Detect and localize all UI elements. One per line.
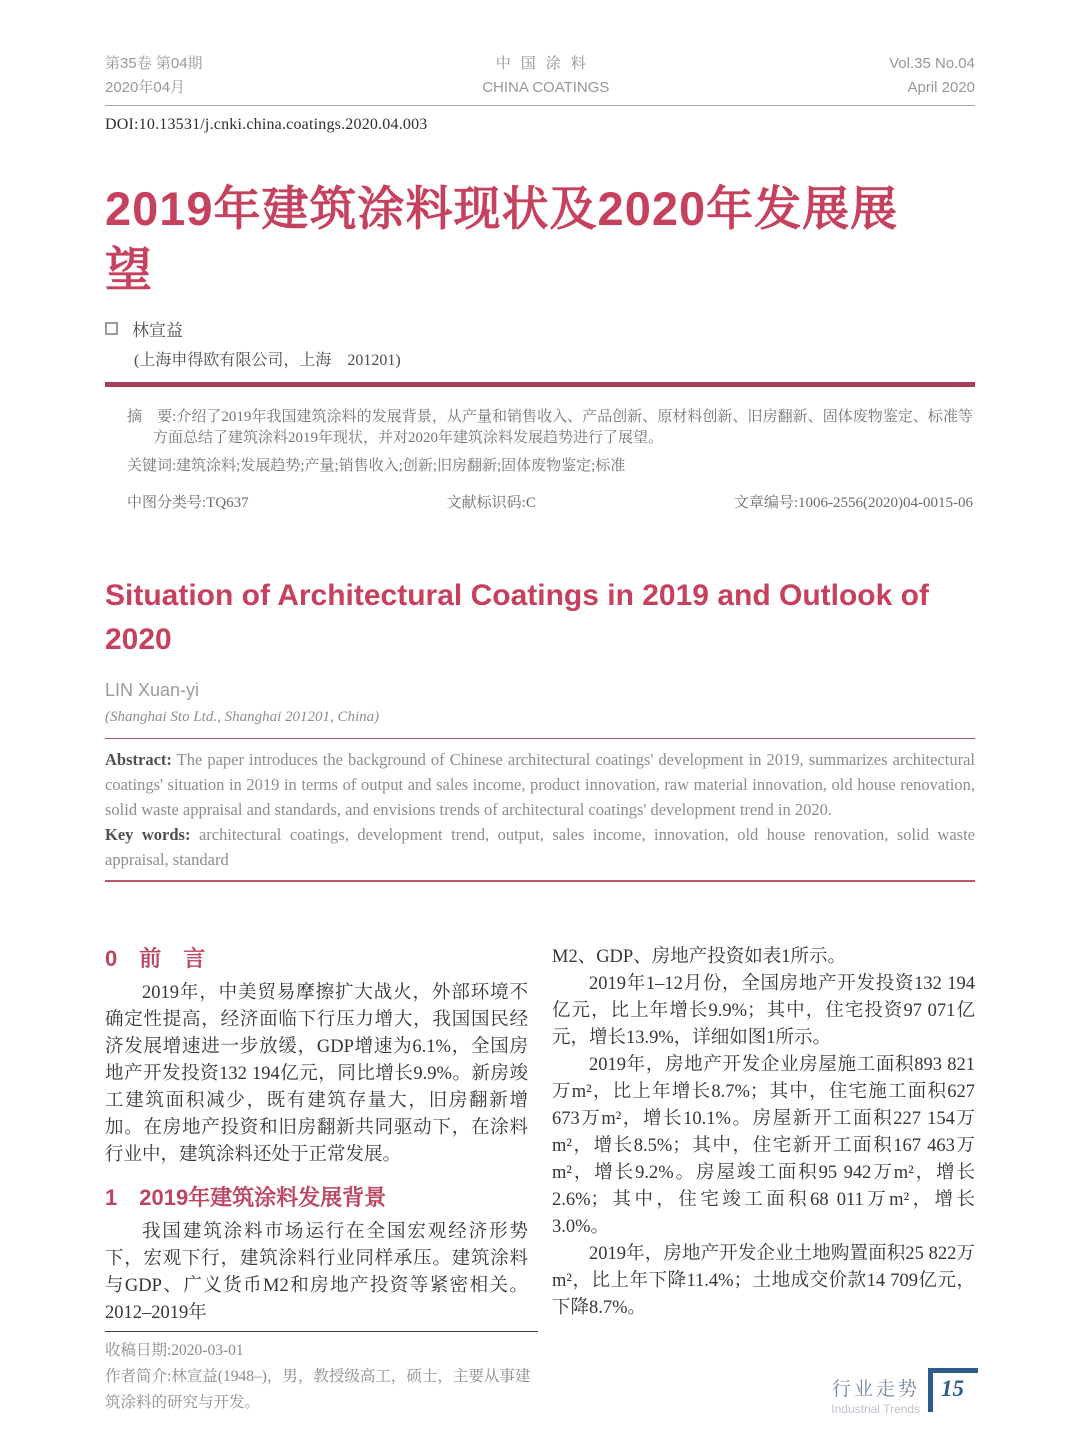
footer-column-name-cn: 行业走势 (831, 1379, 920, 1400)
abstract-cn (105, 407, 975, 449)
footer-column-name-en: Industrial Trends (831, 1402, 920, 1416)
issue-date-en: April 2020 (907, 79, 975, 96)
page-footer (831, 1368, 978, 1416)
keywords-text-en: architectural coatings, development trend, output, sales income, innovation, old house renovation, solid waste appraisal, standard (105, 825, 975, 869)
abstract-label-cn: 摘 要: (127, 409, 177, 425)
body-paragraph: 2019年，房地产开发企业房屋施工面积893 821万m²，比上年增长8.7%；其中，住宅施工面积627 673万m²，增长10.1%。房屋新开工面积227 154万m²，增长8.5%；其中，住宅新开工面积167 463万m²，增长9.2%。房屋竣工面积95 942万m²，增长2.6%；其中，住宅竣工面积68 011万m²，增长3.0%。 (552, 1055, 975, 1237)
footnote-received-date: 收稿日期:2020-03-01 (105, 1342, 244, 1359)
body-columns (105, 944, 975, 1327)
page-number: 15 (928, 1368, 978, 1412)
doi-line: DOI:10.13531/j.cnki.china.coatings.2020.04.003 (105, 116, 428, 133)
issue-volume-en: Vol.35 No.04 (889, 55, 975, 72)
clc-number: 中图分类号:TQ637 (127, 495, 249, 511)
right-column (552, 944, 975, 1327)
keywords-paragraph-en (105, 822, 975, 872)
issue-volume-cn: 第35卷 第04期 (105, 55, 203, 72)
document-code: 文献标识码:C (446, 495, 536, 511)
footer-column-label (831, 1368, 920, 1416)
journal-name-cn: 中国涂料 (495, 55, 596, 72)
issue-info-cn (105, 52, 203, 100)
body-paragraph: 我国建筑涂料市场运行在全国宏观经济形势下，宏观下行，建筑涂料行业同样承压。建筑涂料与GDP、广义货币M2和房地产投资等紧密相关。2012–2019年 (105, 1222, 528, 1323)
abstract-text-cn: 介绍了2019年我国建筑涂料的发展背景，从产量和销售收入、产品创新、原材料创新、旧房翻新、固体废物鉴定、标准等方面总结了建筑涂料2019年现状，并对2020年建筑涂料发展趋势进行了展望。 (153, 409, 974, 446)
author-square-icon (105, 322, 118, 335)
section-heading-1: 1 2019年建筑涂料发展背景 (105, 1185, 387, 1210)
abstract-text-en: The paper introduces the background of Chinese architectural coatings' development in 2019, summarizes architectural coatings' situation in 2019 in terms of output and sales income, product innovation, raw material innovation, old house renovation, solid waste appraisal and standards, and envisions trends of architectural coatings' development trend in 2020. (105, 750, 975, 819)
author-name-cn: 林宣益 (132, 321, 183, 340)
journal-name-block (482, 52, 609, 100)
abstract-en (105, 747, 975, 872)
body-paragraph: M2、GDP、房地产投资如表1所示。 (552, 947, 846, 967)
keywords-label-cn: 关键词: (127, 458, 177, 474)
article-title-en: Situation of Architectural Coatings in 2019 and Outlook of 2020 (105, 579, 929, 656)
body-paragraph: 2019年，房地产开发企业土地购置面积25 822万m²，比上年下降11.4%；土地成交价款14 709亿元，下降8.7%。 (552, 1244, 975, 1318)
body-paragraph: 2019年1–12月份，全国房地产开发投资132 194亿元，比上年增长9.9%；其中，住宅投资97 071亿元，增长13.9%，详细如图1所示。 (552, 974, 975, 1048)
footnote-author-bio: 作者简介:林宣益(1948–)，男，教授级高工，硕士，主要从事建筑涂料的研究与开发。 (105, 1368, 531, 1411)
abstract-paragraph-cn (127, 407, 973, 449)
divider-thick (105, 382, 975, 387)
left-column (105, 944, 528, 1327)
issue-date-cn: 2020年04月 (105, 79, 186, 96)
article-number: 文章编号:1006-2556(2020)04-0015-06 (733, 495, 973, 511)
author-row-cn (105, 316, 975, 341)
keywords-cn (105, 454, 975, 475)
body-paragraph: 2019年，中美贸易摩擦扩大战火，外部环境不确定性提高，经济面临下行压力增大，我国国民经济发展增速进一步放缓，GDP增速为6.1%，全国房地产开发投资132 194亿元，同比增长9.9%。新房竣工建筑面积减少，既有建筑存量大，旧房翻新增加。在房地产投资和旧房翻新共同驱动下，在涂料行业中，建筑涂料还处于正常发展。 (105, 983, 528, 1165)
journal-name-en: CHINA COATINGS (482, 79, 610, 96)
author-name-en: LIN Xuan-yi (105, 680, 200, 700)
abstract-paragraph-en (105, 747, 975, 822)
issue-info-en (889, 52, 975, 100)
footnote (105, 1331, 538, 1416)
affiliation-en: (Shanghai Sto Ltd., Shanghai 201201, China) (105, 709, 380, 725)
abstract-label-en: Abstract: (105, 750, 172, 769)
classification-row (105, 491, 975, 512)
journal-header (105, 52, 975, 106)
article-title-cn: 2019年建筑涂料现状及2020年发展展望 (105, 182, 899, 296)
keywords-label-en: Key words: (105, 825, 191, 844)
section-heading-0: 0 前 言 (105, 946, 206, 971)
keywords-text-cn: 建筑涂料;发展趋势;产量;销售收入;创新;旧房翻新;固体废物鉴定;标准 (176, 458, 626, 474)
divider-thin-top (105, 738, 975, 739)
divider-thin-bottom (105, 880, 975, 882)
affiliation-cn: (上海申得欧有限公司，上海 201201) (134, 352, 401, 369)
